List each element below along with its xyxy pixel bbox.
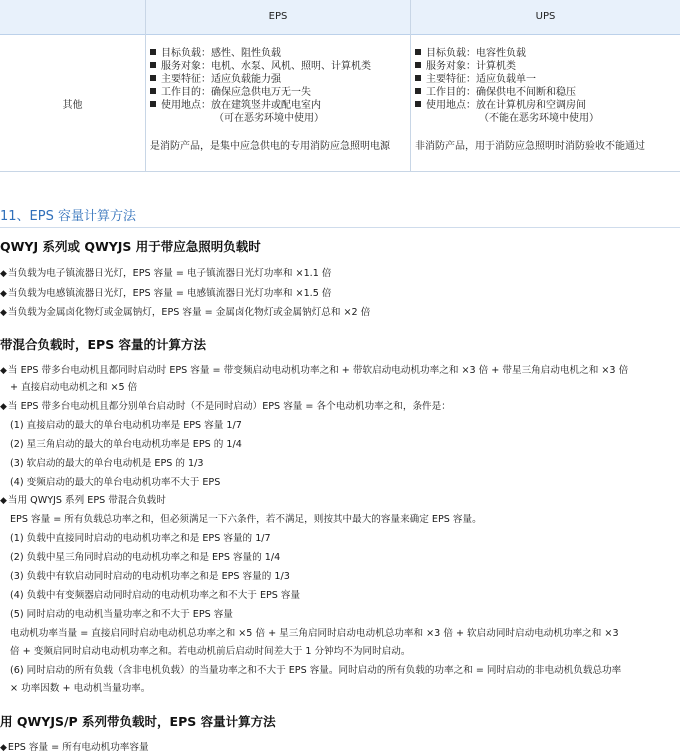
ups-cell — [415, 47, 645, 153]
square-bullet-icon — [150, 101, 156, 107]
condition-item: (4) 变频启动的最大的单台电动机功率不大于 EPS — [10, 477, 221, 488]
diamond-bullet-icon: ◆ — [0, 289, 7, 299]
list-item: 目标负载：感性、阻性负载 — [150, 47, 390, 60]
eps-note: 是消防产品，是集中应急供电的专用消防应急照明电源 — [150, 141, 390, 152]
formula-line: 电动机功率当量 = 直接启同时启动电动机总功率之和 ×5 倍 + 星三角启同时启动电动机总功率和 ×3 倍 + 软启动同时启动电动机功率之和 ×3 — [10, 628, 619, 639]
header-eps: EPS — [268, 11, 288, 22]
diamond-bullet-icon: ◆ — [0, 269, 7, 279]
square-bullet-icon — [150, 62, 156, 68]
condition-continuation: × 功率因数 + 电动机当量功率。 — [10, 683, 151, 694]
condition-item: (3) 软启动的最大的单台电动机是 EPS 的 1/3 — [10, 458, 204, 469]
row-label-other: 其他 — [62, 100, 83, 111]
square-bullet-icon — [415, 62, 421, 68]
diamond-bullet-icon: ◆ — [0, 366, 7, 376]
header-ups: UPS — [535, 11, 556, 22]
square-bullet-icon — [415, 101, 421, 107]
condition-item: (2) 负载中星三角同时启动的电动机功率之和是 EPS 容量的 1/4 — [10, 552, 281, 563]
list-item: 目标负载：电容性负载 — [415, 47, 645, 60]
condition-item: (5) 同时启动的电动机当量功率之和不大于 EPS 容量 — [10, 609, 233, 620]
bullet-line: ◆当用 QWYJS 系列 EPS 带混合负载时 — [0, 495, 166, 506]
list-item: 服务对象：计算机类 — [415, 60, 645, 73]
condition-item: (6) 同时启动的所有负载（含非电机负载）的当量功率之和不大于 EPS 容量。同时启动的所有负载的功率之和 = 同时启动的非电动机负载总功率 — [10, 665, 622, 676]
square-bullet-icon — [150, 75, 156, 81]
square-bullet-icon — [150, 88, 156, 94]
square-bullet-icon — [150, 49, 156, 55]
subheading-qwyj: QWYJ 系列或 QWYJS 用于带应急照明负载时 — [0, 239, 261, 254]
bullet-line: ◆当负载为电子镇流器日光灯，EPS 容量 = 电子镇流器日光灯功率和 ×1.1 倍 — [0, 268, 332, 279]
diamond-bullet-icon: ◆ — [0, 402, 7, 412]
bullet-line: ◆当 EPS 带多台电动机且都同时启动时 EPS 容量 = 带变频启动电动机功率之和 + 带软启动电动机功率之和 ×3 倍 + 带星三角启动电机之和 ×3 倍 — [0, 365, 629, 376]
list-item: 主要特征：适应负载能力强 — [150, 73, 390, 86]
square-bullet-icon — [415, 49, 421, 55]
eps-cell — [150, 47, 390, 153]
column-divider — [410, 0, 411, 172]
subheading-qwyjsp: 用 QWYJS/P 系列带负载时，EPS 容量计算方法 — [0, 714, 276, 729]
list-item: 服务对象：电机、水泵、风机、照明、计算机类 — [150, 60, 390, 73]
list-item: 主要特征：适应负载单一 — [415, 73, 645, 86]
bullet-line: ◆EPS 容量 = 所有电动机功率容量 — [0, 742, 149, 753]
condition-item: (2) 星三角启动的最大的单台电动机功率是 EPS 的 1/4 — [10, 439, 242, 450]
bullet-line: ◆当负载为电感镇流器日光灯，EPS 容量 = 电感镇流器日光灯功率和 ×1.5 倍 — [0, 288, 332, 299]
diamond-bullet-icon: ◆ — [0, 496, 7, 506]
condition-item: (1) 负载中直接同时启动的电动机功率之和是 EPS 容量的 1/7 — [10, 533, 271, 544]
list-item: 工作目的：确保应急供电万无一失 — [150, 86, 390, 99]
bullet-line: ◆当 EPS 带多台电动机且都分别单台启动时（不是同时启动）EPS 容量 = 各个电动机功率之和，条件是： — [0, 401, 451, 412]
formula-line: 倍 + 变频启同时启动电动机功率之和。若电动机前后启动时间差大于 1 分钟均不为同时启动。 — [10, 646, 411, 657]
diamond-bullet-icon: ◆ — [0, 743, 7, 753]
square-bullet-icon — [415, 75, 421, 81]
list-item: 工作目的：确保供电不间断和稳压 — [415, 86, 645, 99]
column-divider — [145, 0, 146, 172]
list-item-sub: （不能在恶劣环境中使用） — [479, 113, 599, 124]
subheading-mixed-load: 带混合负载时，EPS 容量的计算方法 — [0, 337, 207, 352]
section-title: 11、EPS 容量计算方法 — [0, 209, 136, 224]
bullet-line: ◆当负载为金属卤化物灯或金属钠灯，EPS 容量 = 金属卤化物灯或金属钠灯总和 ×2 倍 — [0, 307, 371, 318]
condition-item: (1) 直接启动的最大的单台电动机功率是 EPS 容量 1/7 — [10, 420, 242, 431]
list-item-sub: （可在恶劣环境中使用） — [214, 113, 324, 124]
paragraph: EPS 容量 = 所有负载总功率之和，但必须满足一下六条件，若不满足，则按其中最大的容量来确定 EPS 容量。 — [10, 514, 482, 525]
condition-item: (3) 负载中有软启动同时启动的电动机功率之和是 EPS 容量的 1/3 — [10, 571, 290, 582]
list-item: 使用地点：放在建筑竖井或配电室内 — [150, 99, 390, 112]
condition-item: (4) 负载中有变频器启动同时启动的电动机功率之和不大于 EPS 容量 — [10, 590, 301, 601]
list-item: 使用地点：放在计算机房和空调房间 — [415, 99, 645, 112]
section-divider — [0, 227, 680, 228]
diamond-bullet-icon: ◆ — [0, 308, 7, 318]
table-bottom-border — [0, 171, 680, 172]
bullet-continuation: + 直接启动电动机之和 ×5 倍 — [10, 382, 138, 393]
comparison-table — [0, 0, 680, 172]
ups-note: 非消防产品，用于消防应急照明时消防验收不能通过 — [415, 141, 645, 152]
square-bullet-icon — [415, 88, 421, 94]
